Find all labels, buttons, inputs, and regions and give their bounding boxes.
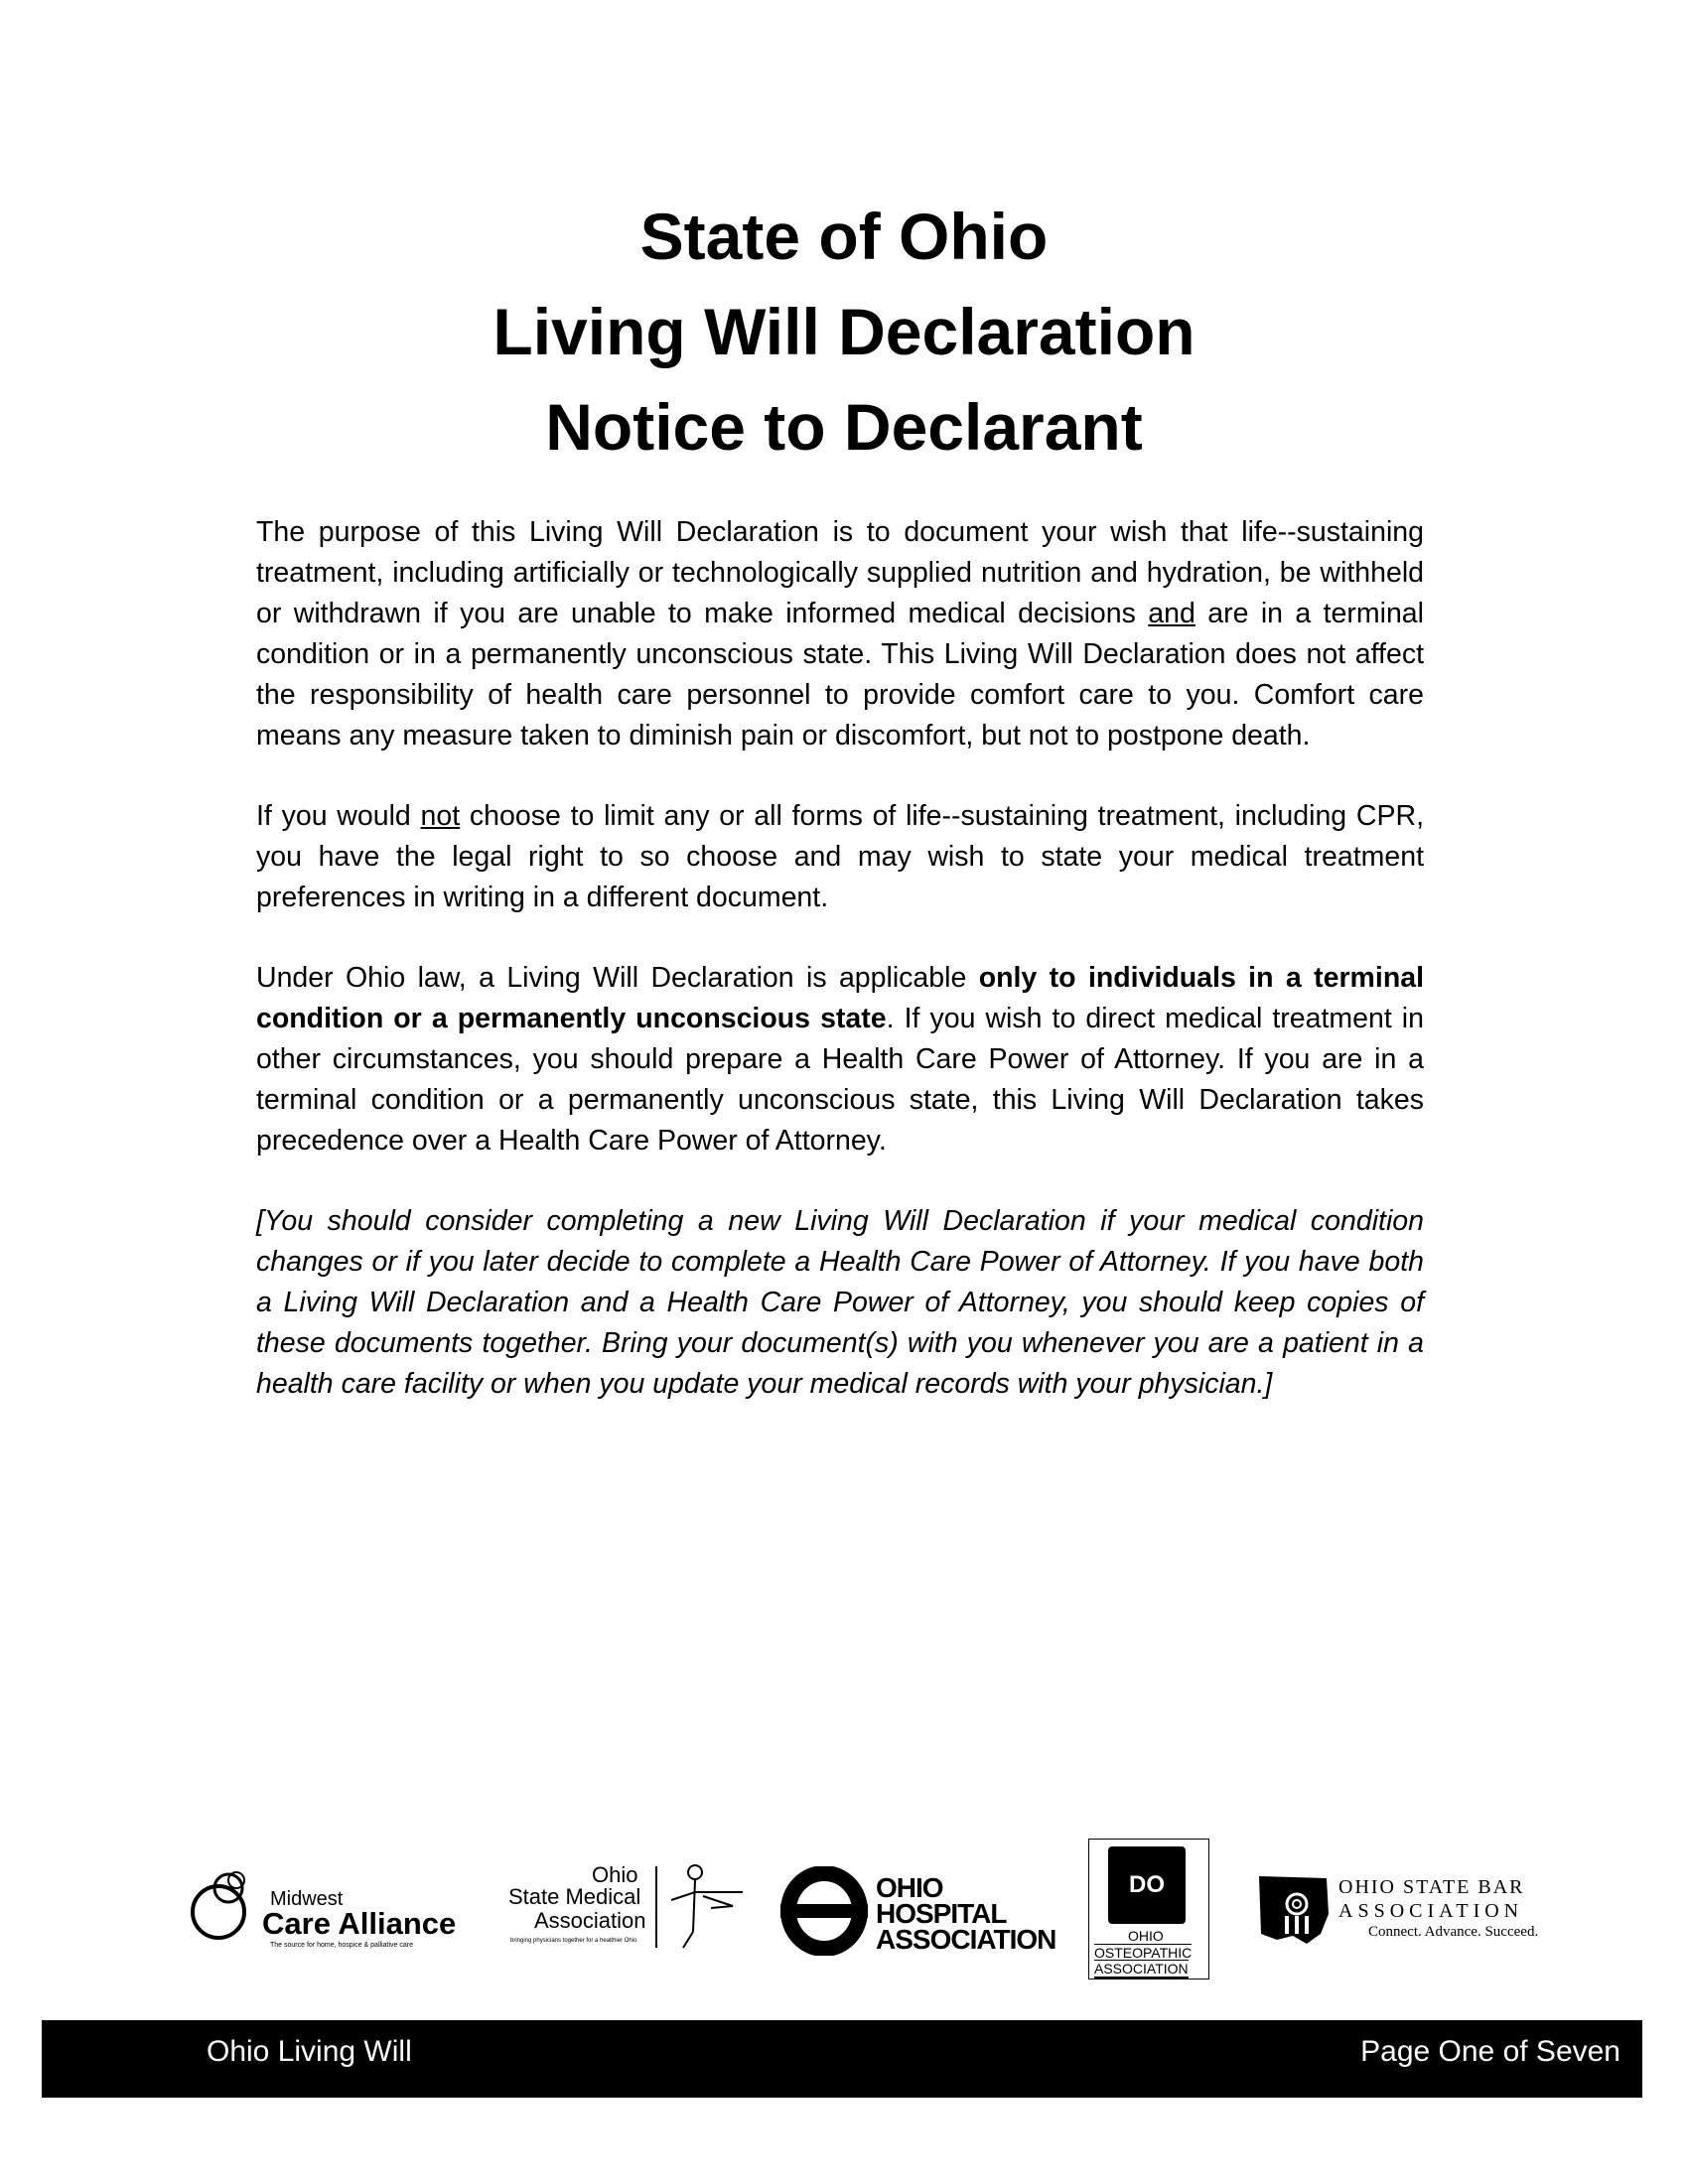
osba-tagline: Connect. Advance. Succeed.: [1368, 1924, 1539, 1940]
badge-text: DO: [1129, 1871, 1165, 1898]
paragraph-not-limit: [256, 796, 1424, 918]
midwest-line1: Midwest: [270, 1888, 344, 1910]
title-line-2: Living Will Declaration: [492, 295, 1196, 368]
underlined-word: not: [420, 800, 461, 832]
ohio-map-column-icon: [1257, 1874, 1331, 1946]
osba-line2: ASSOCIATION: [1338, 1900, 1524, 1922]
osba-line1: OHIO STATE BAR: [1338, 1876, 1525, 1898]
paragraph-text: choose to limit any or all forms of life-‑sustaining treatment, including CPR, you have the legal right to so choose and may wish to state your medical treatment preferences in writing in a different document.: [256, 800, 1425, 913]
osma-line2: State Medical: [508, 1884, 641, 1909]
bold-emphasis: only to individuals in a terminal condition or a permanently unconscious state: [256, 962, 1424, 1034]
osma-tagline: bringing physicians together for a healthier Ohio: [510, 1938, 637, 1944]
document-body: [256, 512, 1424, 1444]
ooa-line1: OHIO: [1128, 1928, 1164, 1944]
paragraph-purpose: [256, 512, 1424, 756]
document-title: [0, 189, 1688, 475]
footer-page-number: Page One of Seven: [1360, 2035, 1620, 2068]
figure-icon: [663, 1862, 753, 1952]
oha-line3: ASSOCIATION: [876, 1924, 1056, 1955]
ohio-hospital-association-logo: [780, 1866, 1058, 1956]
divider: [655, 1866, 657, 1948]
oha-line2: HOSPITAL: [876, 1898, 1007, 1929]
footer-title: Ohio Living Will: [207, 2035, 412, 2068]
oha-line1: OHIO: [876, 1872, 943, 1903]
ooa-line2: OSTEOPATHIC: [1094, 1945, 1193, 1961]
paragraph-recommendation: [You should consider completing a new Living Will Declaration if your medical condition changes or if you later decide to complete a Health Care Power of Attorney. If you have both a Living Will Declaration and a Health Care Power of Attorney, you should keep copies of these documents together. Bring your document(s) with you whenever you are a patient in a health care facility or when you update your medical records with your physician.]: [256, 1205, 1424, 1400]
paragraph-text: Under Ohio law, a Living Will Declaration is applicable: [256, 962, 979, 994]
paragraph-text: If you would: [256, 800, 421, 832]
osma-line3: Association: [534, 1908, 646, 1933]
paragraph-ohio-law: [256, 958, 1424, 1161]
ohio-state-bar-association-logo: [1257, 1870, 1575, 1950]
paragraph-text: . If you wish to direct medical treatment in other circumstances, you should prepare a Health Care Power of Attorney. If you are in a terminal condition or a permanently unconscious state, this Living Will Declaration takes precedence over a Health Care Power of Attorney.: [256, 1003, 1424, 1157]
ooa-line3: ASSOCIATION: [1094, 1961, 1189, 1977]
midwest-line2: Care Alliance: [262, 1906, 457, 1941]
title-line-1: State of Ohio: [639, 200, 1049, 273]
ohio-state-medical-association-logo: [508, 1862, 757, 1958]
osma-line1: Ohio: [592, 1862, 638, 1887]
circles-icon: [189, 1866, 268, 1956]
midwest-tagline: The source for home, hospice & palliative care: [270, 1942, 413, 1949]
o-ring-icon: [780, 1866, 870, 1956]
midwest-care-alliance-logo: [189, 1866, 467, 1956]
ohio-osteopathic-association-logo: [1088, 1839, 1211, 1981]
paragraph-text: are in a terminal condition or in a permanently unconscious state. This Living Will Declaration does not affect the responsibility of health care personnel to provide comfort care to you. Comfort care means any measure taken to diminish pain or discomfort, but not to postpone death.: [256, 598, 1424, 751]
paragraph-text: The purpose of this Living Will Declaration is to document your wish that life-‑sustaining treatment, including artificially or technologically supplied nutrition and hydration, be withheld or withdrawn if you are unable to make informed medical decisions: [256, 516, 1424, 629]
footer-bar: [42, 2020, 1642, 2098]
underlined-word: and: [1148, 598, 1196, 629]
badge-icon: [1108, 1846, 1186, 1924]
title-line-3: Notice to Declarant: [545, 390, 1143, 464]
